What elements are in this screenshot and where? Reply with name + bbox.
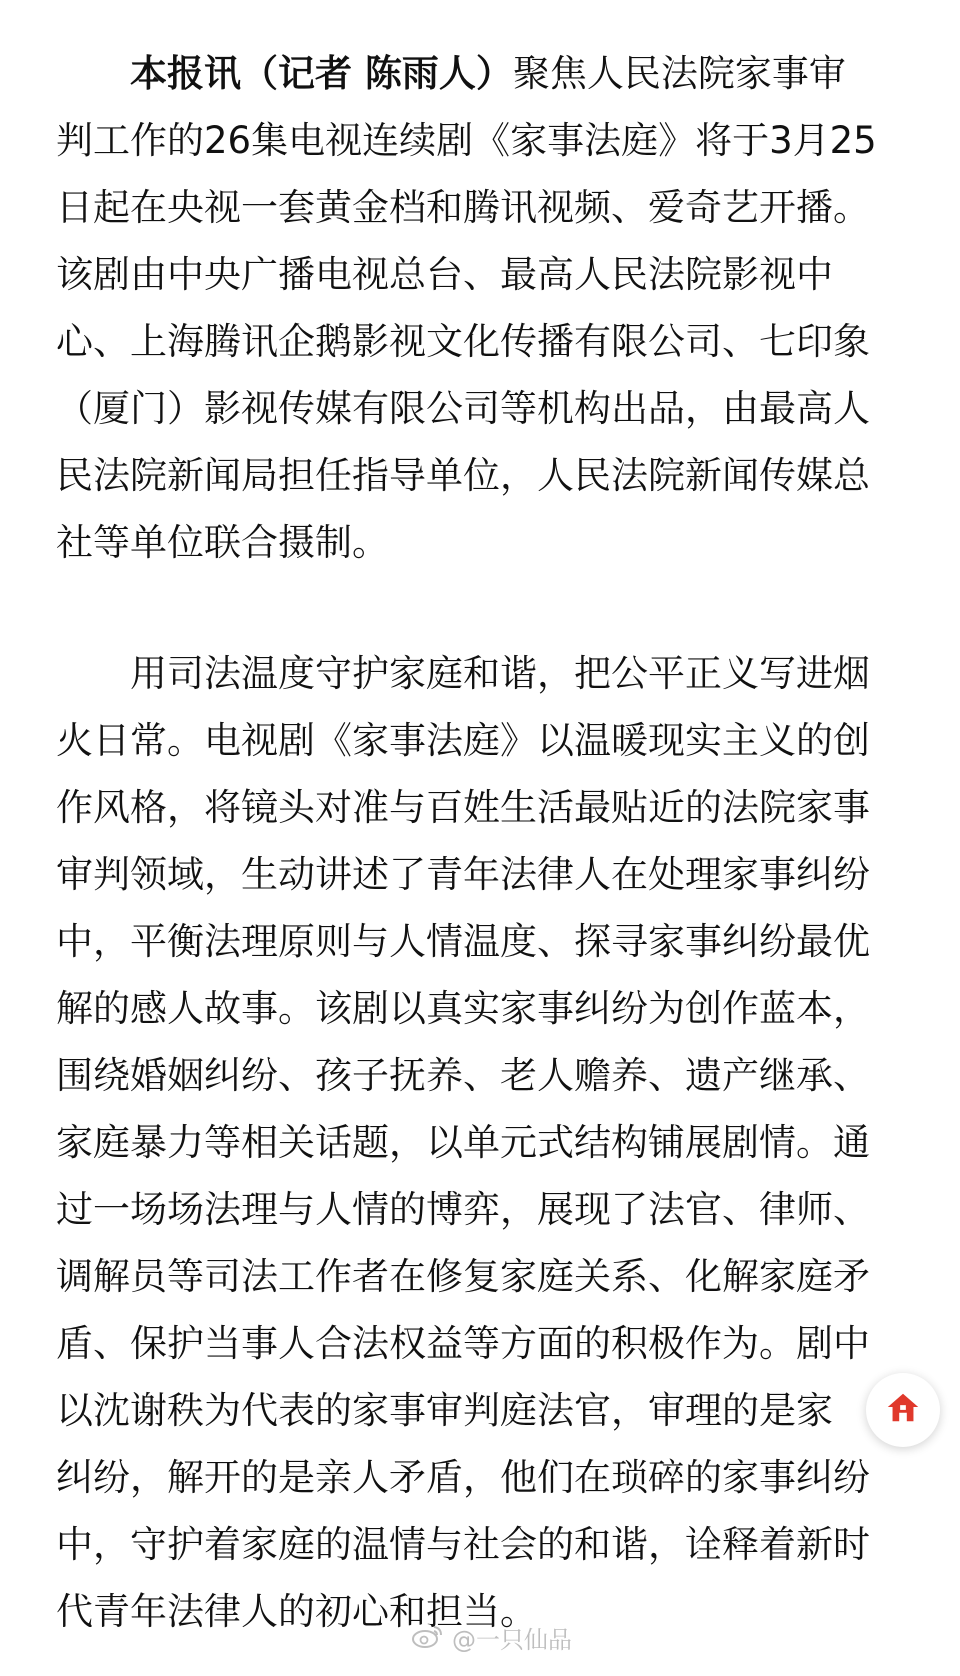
watermark-text: @一只仙品 [452, 1626, 572, 1654]
text-line: 日起在央视一套黄金档和腾讯视频、爱奇艺开播。 [56, 186, 870, 229]
text-line: 民法院新闻局担任指导单位，人民法院新闻传媒总 [56, 454, 870, 497]
text-line: 心、上海腾讯企鹅影视文化传播有限公司、七印象 [56, 320, 870, 363]
text-line: 解的感人故事。该剧以真实家事纠纷为创作蓝本， [56, 987, 870, 1030]
text-line: 调解员等司法工作者在修复家庭关系、化解家庭矛 [56, 1255, 870, 1298]
text-line: 用司法温度守护家庭和谐，把公平正义写进烟 [130, 652, 870, 695]
text-line: 社等单位联合摄制。 [56, 521, 389, 564]
text-line: 家庭暴力等相关话题，以单元式结构铺展剧情。通 [56, 1121, 870, 1164]
text-line: 该剧由中央广播电视总台、最高人民法院影视中 [56, 253, 833, 296]
text-line: 以沈谢秩为代表的家事审判庭法官，审理的是家 [56, 1389, 833, 1432]
text-line: 审判领域，生动讲述了青年法律人在处理家事纠纷 [56, 853, 870, 896]
text-line: 中，平衡法理原则与人情温度、探寻家事纠纷最优 [56, 920, 870, 963]
paragraph-1 [56, 40, 904, 576]
text-line: 火日常。电视剧《家事法庭》以温暖现实主义的创 [56, 719, 870, 762]
paragraph-spacer [56, 576, 904, 640]
weibo-icon [410, 1622, 444, 1654]
text-line: 作风格，将镜头对准与百姓生活最贴近的法院家事 [56, 786, 870, 829]
article-body [56, 40, 904, 1645]
paragraph-2 [56, 640, 904, 1645]
text-line: 盾、保护当事人合法权益等方面的积极作为。剧中 [56, 1322, 870, 1365]
text-line [56, 40, 904, 107]
home-icon [884, 1389, 922, 1431]
byline: 本报讯（记者 陈雨人） [130, 52, 513, 95]
text-line: 围绕婚姻纠纷、孩子抚养、老人赡养、遗产继承、 [56, 1054, 870, 1097]
text-line: 过一场场法理与人情的博弈，展现了法官、律师、 [56, 1188, 870, 1231]
text-line: 代青年法律人的初心和担当。 [56, 1590, 537, 1633]
text-line: 判工作的26集电视连续剧《家事法庭》将于3月25 [56, 119, 877, 162]
home-button[interactable] [866, 1373, 940, 1447]
watermark [410, 1620, 572, 1655]
text-line: （厦门）影视传媒有限公司等机构出品，由最高人 [56, 387, 870, 430]
text-line: 中，守护着家庭的温情与社会的和谐，诠释着新时 [56, 1523, 870, 1566]
text-line: 纠纷，解开的是亲人矛盾，他们在琐碎的家事纠纷 [56, 1456, 870, 1499]
text-line-content: 聚焦人民法院家事审 [512, 52, 846, 95]
